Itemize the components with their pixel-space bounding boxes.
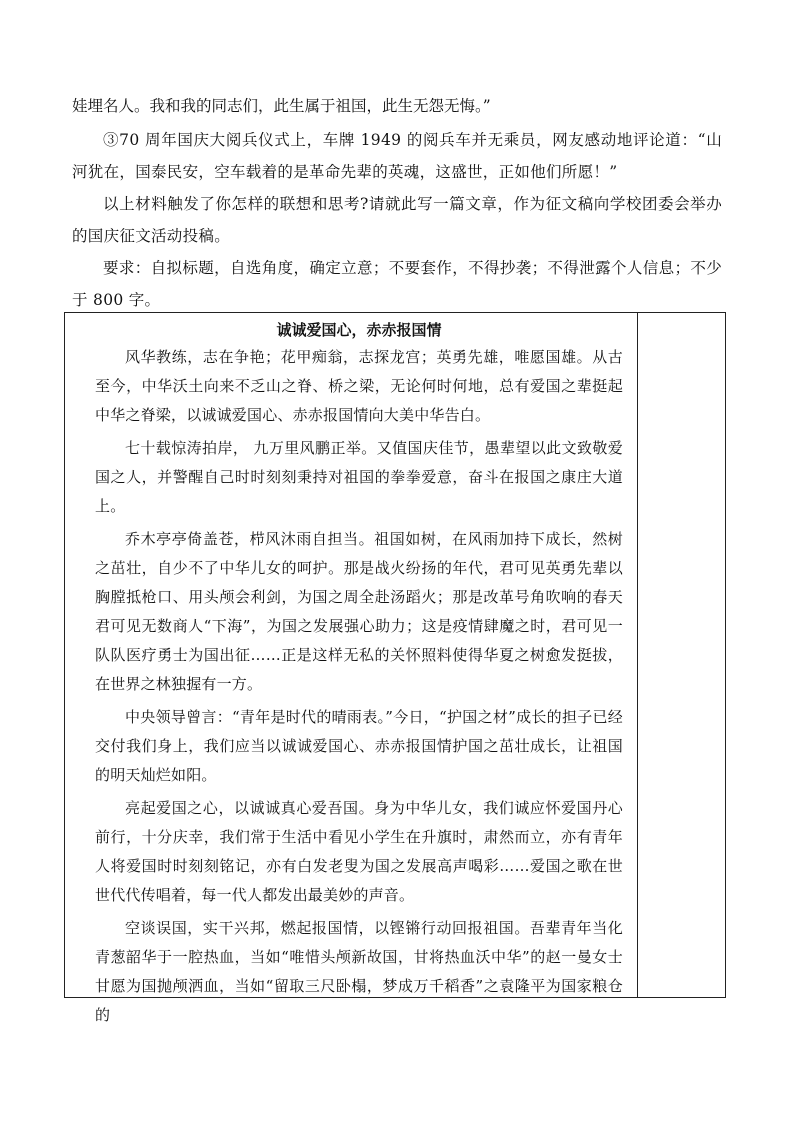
essay-paragraph-3: 乔木亭亭倚盖苍，栉风沐雨自担当。祖国如树，在风雨加持下成长，然树之茁壮，自少不了中华儿女的呵护。那是战火纷扬的年代，君可见英勇先辈以胸膛抵枪口、用头颅会利剑，为国之周全赴汤蹈火；那是改革号角吹响的春天君可见无数商人“下海”，为国之发展强心助力；这是疫情肆魔之时，君可见一队队医疗勇士为国出征……正是这样无私的关怀照料使得华夏之树愈发挺拔，在世界之林独握有一方。 xyxy=(95,530,623,693)
essay-cell xyxy=(95,313,623,1030)
requirements-paragraph: 要求：自拟标题，自选角度，确定立意；不要套作，不得抄袭；不得泄露个人信息；不少于 800 字。 xyxy=(72,259,722,309)
prompt-paragraph: 以上材料触发了你怎样的联想和思考?请就此写一篇文章，作为征文稿向学校团委会举办的国庆征文活动投稿。 xyxy=(72,195,722,245)
essay-paragraph-6: 空谈误国，实干兴邦，燃起报国情，以铿锵行动回报祖国。吾辈青年当化青葱韶华于一腔热血，当如“唯惜头颅新故国，甘将热血沃中华”的赵一曼女士甘愿为国抛颅洒血，当如“留取三尺卧榻，梦成万千稻香”之袁隆平为国家粮仓的 xyxy=(95,919,623,1024)
intro-line-1: 娃埋名人。我和我的同志们，此生属于祖国，此生无怨无悔。” xyxy=(72,97,491,115)
material-3-paragraph: ③70 周年国庆大阅兵仪式上，车牌 1949 的阅兵车并无乘员，网友感动地评论道：“山河犹在，国泰民安，空车载着的是革命先辈的英魂，这盛世，正如他们所愿！” xyxy=(72,131,722,181)
essay-title: 诚诚爱国心，赤赤报国情 xyxy=(276,321,442,339)
essay-paragraph-2: 七十载惊涛拍岸， 九万里风鹏正举。又值国庆佳节，愚辈望以此文致敬爱国之人，并警醒自己时时刻刻秉持对祖国的拳拳爱意，奋斗在报国之康庄大道上。 xyxy=(95,439,623,515)
prompt-section xyxy=(72,124,722,316)
essay-table xyxy=(64,312,726,1024)
table-column-divider xyxy=(637,313,638,997)
essay-paragraph-1: 风华教练，志在争艳；花甲痴翁，志探龙宫；英勇先雄，唯愿国雄。从古至今，中华沃土向来不乏山之脊、桥之梁，无论何时何地，总有爱国之辈挺起中华之脊梁，以诚诚爱国心、赤赤报国情向大美中华告白。 xyxy=(95,348,623,424)
essay-paragraph-5: 亮起爱国之心，以诚诚真心爱吾国。身为中华儿女，我们诚应怀爱国丹心前行，十分庆幸，我们常于生活中看见小学生在升旗时，肃然而立，亦有青年人将爱国时时刻刻铭记，亦有白发老叟为国之发展高声喝彩……爱国之歌在世世代代传唱着，每一代人都发出最美妙的声音。 xyxy=(95,799,623,904)
essay-paragraph-4: 中央领导曾言：“青年是时代的晴雨表。”今日，“护国之材”成长的担子已经交付我们身上，我们应当以诚诚爱国心、赤赤报国情护国之茁壮成长，让祖国的明天灿烂如阳。 xyxy=(95,708,623,784)
